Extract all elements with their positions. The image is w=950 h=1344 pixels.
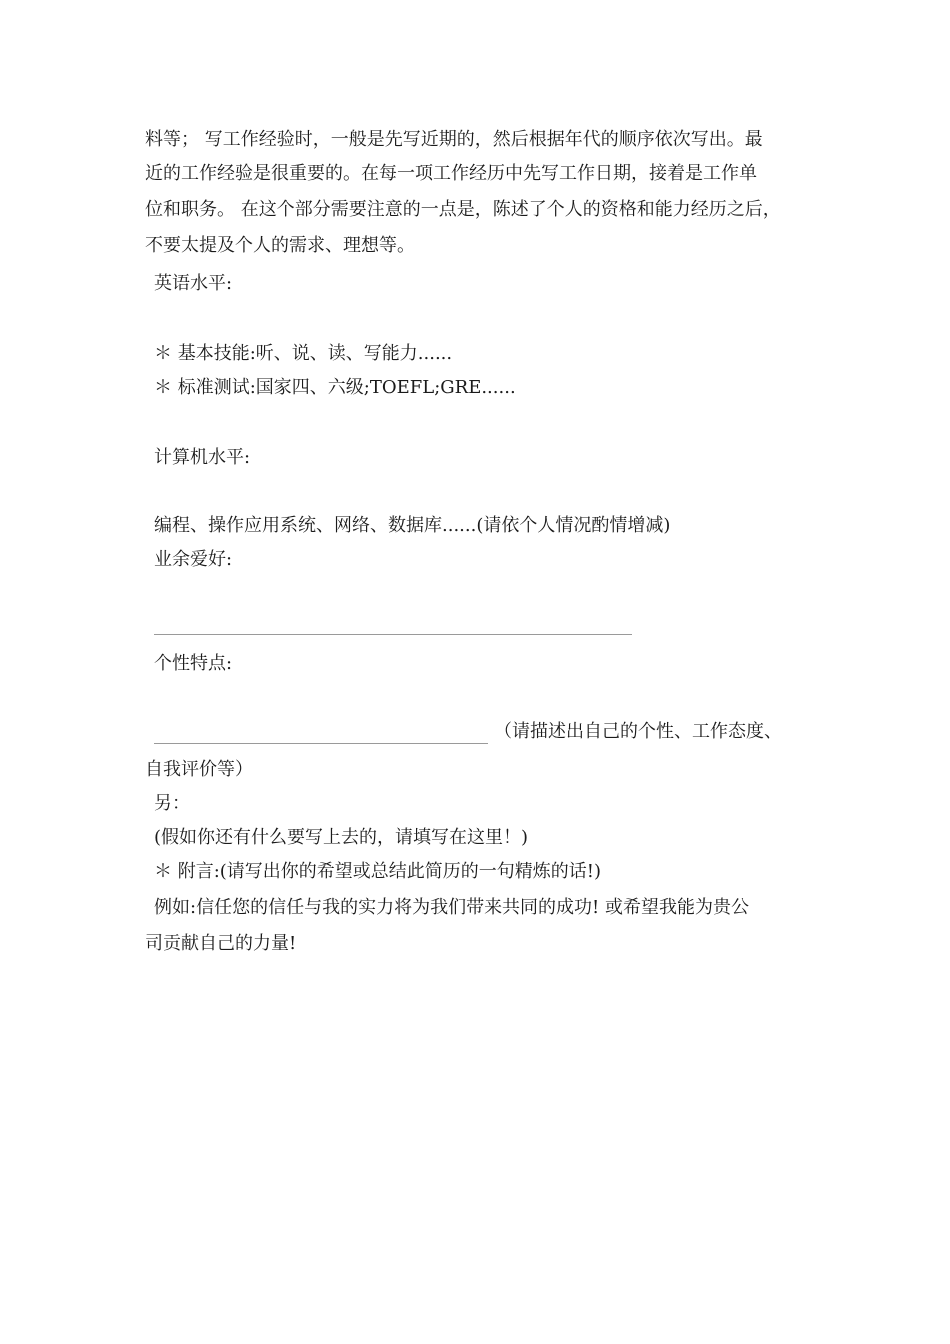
intro-line-2: 近的工作经验是很重要的。在每一项工作经历中先写工作日期，接着是工作单	[145, 163, 757, 184]
example-line-2: 司贡献自己的力量!	[145, 933, 297, 954]
hobbies-fill-line[interactable]	[154, 634, 632, 635]
computer-detail: 编程、操作应用系统、网络、数据库......(请依个人情况酌情增减)	[154, 515, 671, 536]
hobbies-heading: 业余爱好:	[154, 549, 233, 570]
intro-line-1: 料等； 写工作经验时，一般是先写近期的，然后根据年代的顺序依次写出。最	[145, 129, 763, 150]
other-note: (假如你还有什么要写上去的，请填写在这里！)	[154, 827, 529, 848]
personality-fill-row	[154, 720, 782, 744]
other-heading: 另：	[154, 793, 190, 814]
personality-hint-2: 自我评价等）	[145, 759, 253, 780]
english-item-basic-skills: ＊ 基本技能:听、说、读、写能力......	[154, 343, 453, 364]
personality-fill-line[interactable]	[154, 725, 488, 744]
appendix-line: ＊ 附言:(请写出你的希望或总结此简历的一句精炼的话!)	[154, 861, 602, 882]
example-line-1: 例如:信任您的信任与我的实力将为我们带来共同的成功! 或希望我能为贵公	[154, 897, 750, 918]
computer-heading: 计算机水平:	[154, 447, 251, 468]
intro-line-4: 不要太提及个人的需求、理想等。	[145, 235, 415, 256]
personality-hint-1: （请描述出自己的个性、工作态度、	[494, 721, 782, 742]
personality-heading: 个性特点:	[154, 653, 233, 674]
english-item-standard-tests: ＊ 标准测试:国家四、六级;TOEFL;GRE......	[154, 377, 516, 398]
english-heading: 英语水平:	[154, 273, 233, 294]
intro-line-3: 位和职务。 在这个部分需要注意的一点是，陈述了个人的资格和能力经历之后，	[145, 199, 781, 220]
